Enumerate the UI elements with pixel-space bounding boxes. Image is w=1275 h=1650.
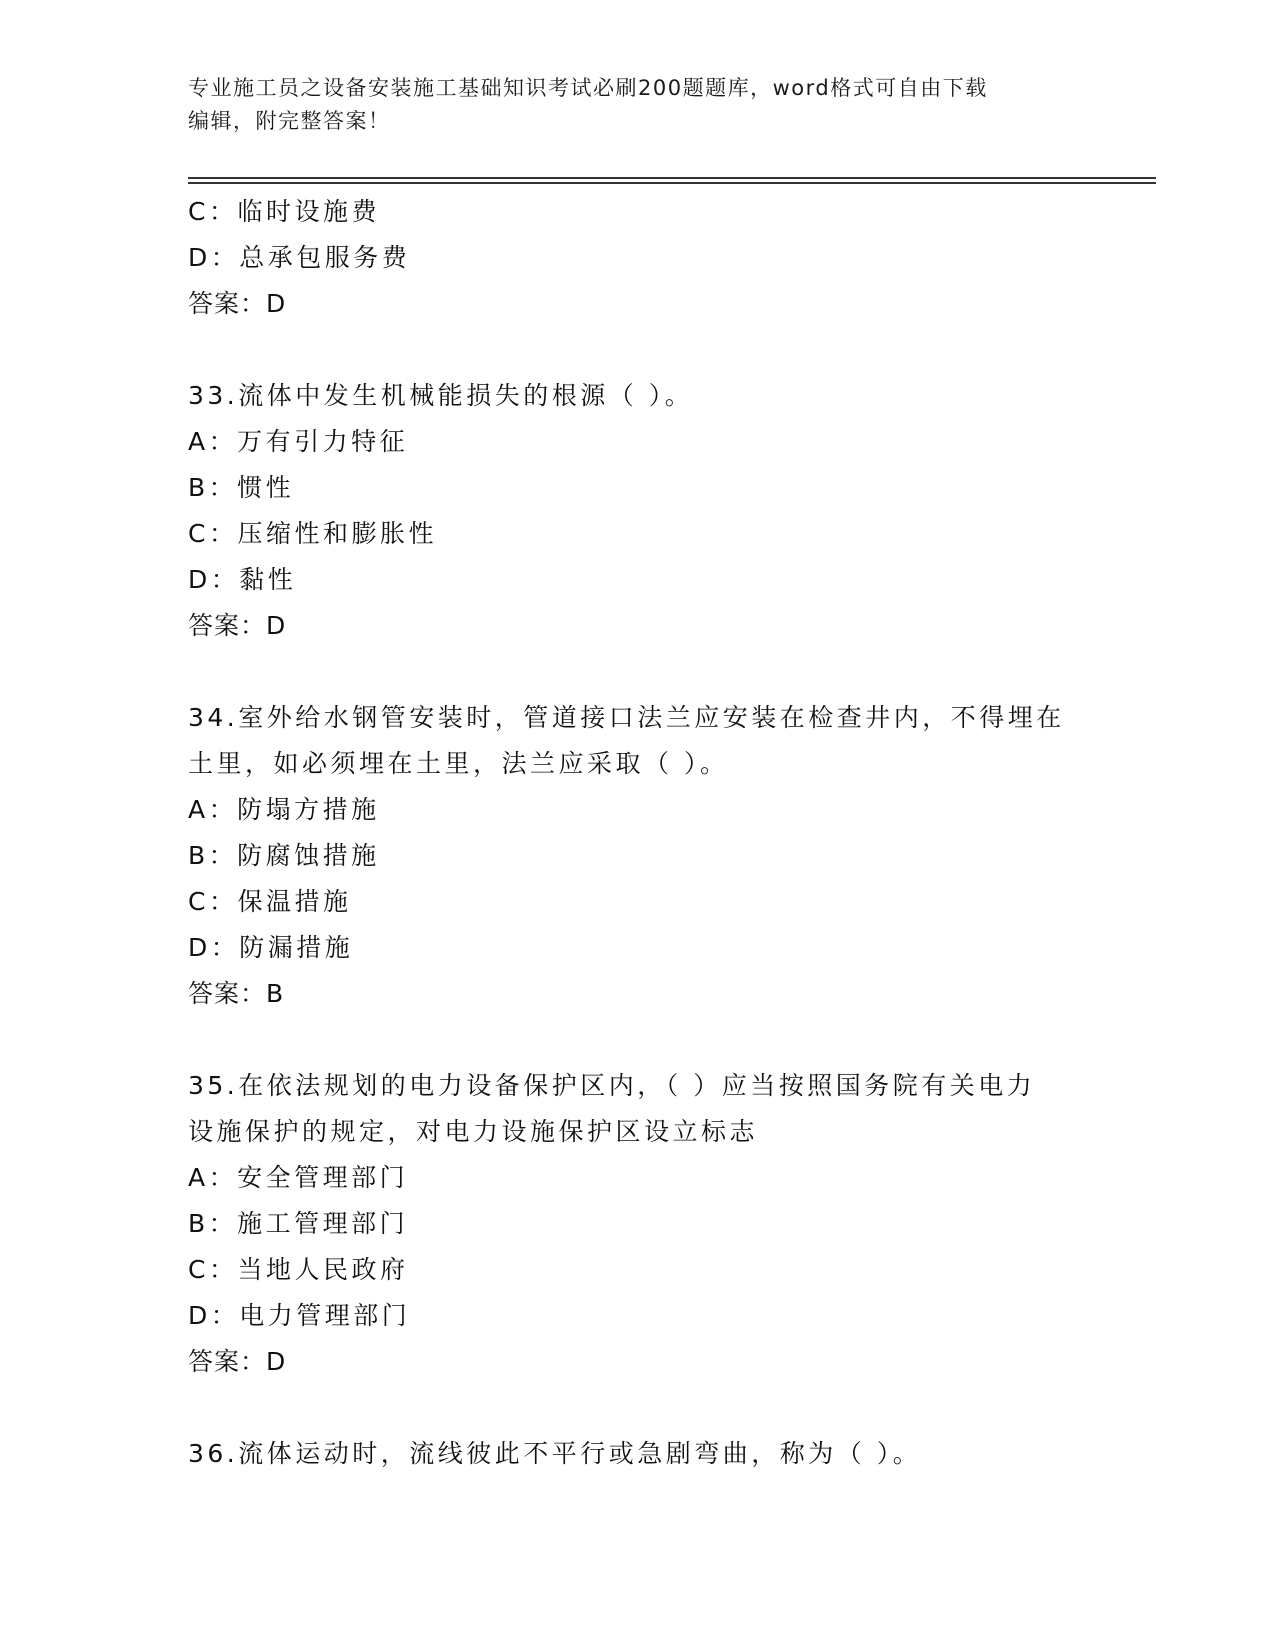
question-stem-line-1: 34.室外给水钢管安装时，管道接口法兰应安装在检查井内，不得埋在 <box>188 703 1065 732</box>
option-c: C：保温措施 <box>188 887 352 916</box>
option-c: C：压缩性和膨胀性 <box>188 519 437 548</box>
option-c: C：当地人民政府 <box>188 1255 409 1284</box>
question-stem: 33.流体中发生机械能损失的根源（ ）。 <box>188 381 694 410</box>
answer-label: 答案：D <box>188 1347 287 1376</box>
header-divider-bottom <box>188 182 1156 184</box>
option-c: C：临时设施费 <box>188 197 380 226</box>
question-block-36 <box>188 1431 1088 1477</box>
question-spacer <box>188 649 1088 695</box>
question-spacer <box>188 327 1088 373</box>
option-d: D：总承包服务费 <box>188 243 411 272</box>
question-stem-line-2: 土里，如必须埋在土里，法兰应采取（ ）。 <box>188 749 729 778</box>
header-title-line-2: 编辑，附完整答案！ <box>188 109 391 133</box>
question-spacer <box>188 1385 1088 1431</box>
question-list <box>188 189 1088 1477</box>
option-b: B：施工管理部门 <box>188 1209 409 1238</box>
option-d: D：黏性 <box>188 565 297 594</box>
option-a: A：万有引力特征 <box>188 427 409 456</box>
question-block-32 <box>188 189 1088 327</box>
option-d: D：防漏措施 <box>188 933 354 962</box>
option-a: A：安全管理部门 <box>188 1163 409 1192</box>
question-spacer <box>188 1017 1088 1063</box>
question-block-34 <box>188 695 1088 1017</box>
option-b: B：惯性 <box>188 473 295 502</box>
option-d: D：电力管理部门 <box>188 1301 411 1330</box>
question-stem-line-2: 设施保护的规定，对电力设施保护区设立标志 <box>188 1117 759 1146</box>
answer-label: 答案：D <box>188 289 287 318</box>
answer-label: 答案：B <box>188 979 285 1008</box>
option-a: A：防塌方措施 <box>188 795 380 824</box>
option-b: B：防腐蚀措施 <box>188 841 380 870</box>
answer-label: 答案：D <box>188 611 287 640</box>
question-block-35 <box>188 1063 1088 1385</box>
question-block-33 <box>188 373 1088 649</box>
question-stem: 36.流体运动时，流线彼此不平行或急剧弯曲，称为（ ）。 <box>188 1439 922 1468</box>
question-stem-line-1: 35.在依法规划的电力设备保护区内，（ ）应当按照国务院有关电力 <box>188 1071 1036 1100</box>
header-title-line-1: 专业施工员之设备安装施工基础知识考试必刷200题题库，word格式可自由下载 <box>188 76 988 100</box>
document-header <box>188 72 1088 138</box>
header-divider-top <box>188 177 1156 179</box>
